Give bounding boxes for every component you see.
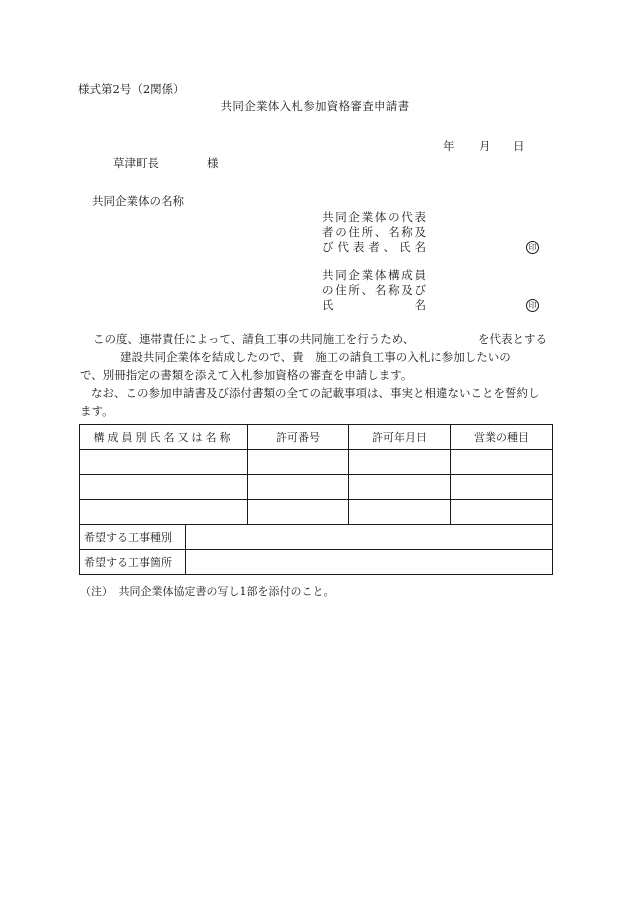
representative-label-line: 者の住所、名称及 — [322, 225, 426, 239]
table-row — [80, 450, 553, 475]
header-business-type: 営業の種目 — [451, 425, 553, 450]
member-label-line: 氏名 — [322, 298, 426, 312]
permit-date-cell[interactable] — [349, 450, 451, 475]
desired-work-location-cell[interactable] — [186, 550, 553, 575]
business-type-cell[interactable] — [451, 475, 553, 500]
table-row — [80, 550, 553, 575]
permit-number-cell[interactable] — [248, 450, 349, 475]
member-name-cell[interactable] — [80, 475, 248, 500]
table-header-row — [80, 425, 553, 450]
seal-mark-member: 印 — [526, 299, 539, 312]
date-year-label: 年 — [443, 139, 455, 153]
jv-name-label: 共同企業体の名称 — [92, 194, 184, 208]
date-month-label: 月 — [479, 139, 491, 153]
addressee-honorific: 様 — [207, 156, 219, 170]
representative-label-line: 共同企業体の代表 — [322, 210, 426, 224]
addressee-name: 草津町長 — [113, 156, 159, 170]
desired-work-type-label: 希望する工事種別 — [80, 525, 186, 550]
desired-work-location-label: 希望する工事箇所 — [80, 550, 186, 575]
permit-number-cell[interactable] — [248, 475, 349, 500]
header-permit-date: 許可年月日 — [349, 425, 451, 450]
representative-label — [322, 210, 426, 255]
table-row — [80, 475, 553, 500]
header-permit-number: 許可番号 — [248, 425, 349, 450]
date-day-label: 日 — [513, 139, 525, 153]
table-row — [80, 525, 553, 550]
business-type-cell[interactable] — [451, 500, 553, 525]
body-line-2: 建設共同企業体を結成したので、貴 施工の請負工事の入札に参加したいの — [120, 350, 511, 364]
desired-work-type-cell[interactable] — [186, 525, 553, 550]
body-line-4: なお、この参加申請書及び添付書類の全ての記載事項は、事実と相違ないことを誓約し — [91, 386, 540, 400]
document-title: 共同企業体入札参加資格審査申請書 — [220, 99, 410, 113]
permit-date-cell[interactable] — [349, 475, 451, 500]
body-line-3: で、別冊指定の書類を添えて入札参加資格の審査を申請します。 — [80, 368, 413, 382]
permit-date-cell[interactable] — [349, 500, 451, 525]
member-table — [79, 424, 553, 575]
member-label-line: 共同企業体構成員 — [322, 268, 426, 282]
table-row — [80, 500, 553, 525]
footnote: （注） 共同企業体協定書の写し1部を添付のこと。 — [80, 585, 335, 598]
member-name-cell[interactable] — [80, 500, 248, 525]
header-member-name: 構成員別氏名又は名称 — [80, 425, 248, 450]
member-label-line: の住所、名称及び — [322, 283, 426, 297]
permit-number-cell[interactable] — [248, 500, 349, 525]
seal-mark-representative: 印 — [526, 241, 539, 254]
representative-label-line: び代表者、氏名 — [322, 240, 426, 254]
body-line-5: ます。 — [80, 404, 114, 418]
body-line-1b: を代表とする — [478, 332, 547, 346]
body-line-1a: この度、連帯責任によって、請負工事の共同施工を行うため、 — [93, 332, 415, 346]
member-label — [322, 268, 426, 313]
form-number: 様式第2号（2関係） — [78, 82, 185, 96]
business-type-cell[interactable] — [451, 450, 553, 475]
member-name-cell[interactable] — [80, 450, 248, 475]
